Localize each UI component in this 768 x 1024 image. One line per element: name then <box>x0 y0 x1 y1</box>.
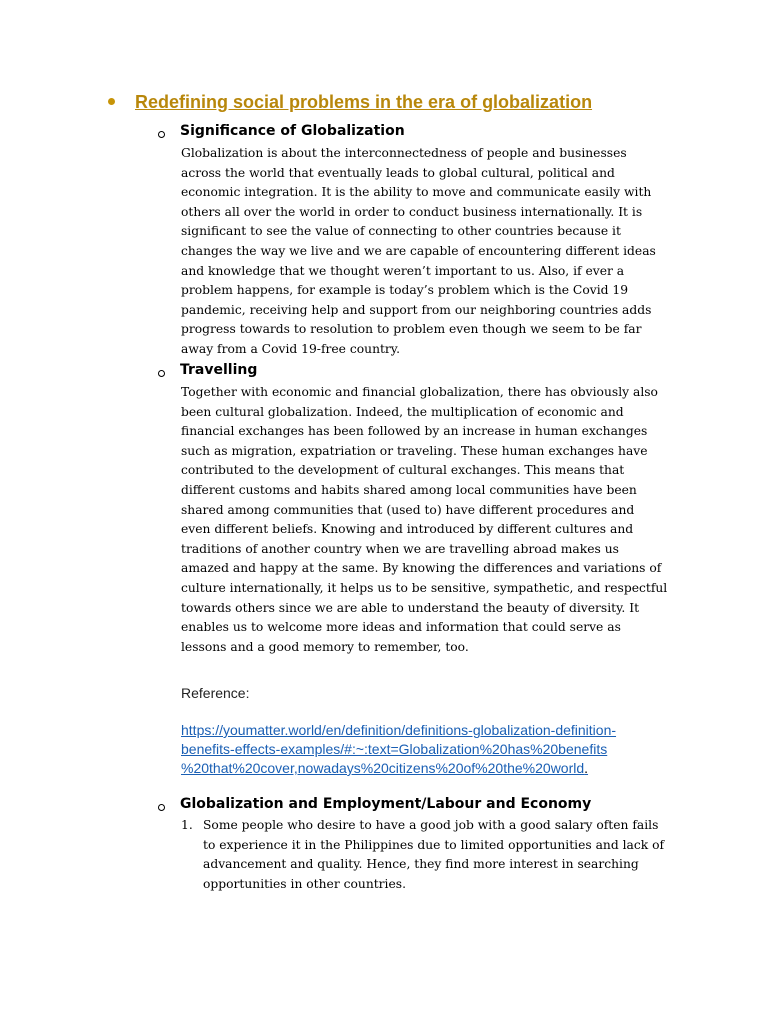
text-line: culture internationally, it helps us to be sensitive, sympathetic, and respectful <box>181 580 668 595</box>
text-line: amazed and happy at the same. By knowing the differences and variations of <box>181 561 662 576</box>
link-trailing-period: . <box>584 760 589 776</box>
bullet-dot-icon <box>108 98 115 105</box>
text-line: advancement and quality. Hence, they find more interest in searching <box>203 857 639 872</box>
text-line: pandemic, receiving help and support from our neighboring countries adds <box>181 302 652 317</box>
text-line: such as migration, expatriation or traveling. These human exchanges have <box>181 443 648 458</box>
text-line: been cultural globalization. Indeed, the multiplication of economic and <box>181 404 624 419</box>
text-line: Together with economic and financial globalization, there has obviously also <box>181 385 658 399</box>
text-line: to experience it in the Philippines due to limited opportunities and lack of <box>203 837 665 852</box>
text-line: away from a Covid 19-free country. <box>181 341 401 356</box>
link-line[interactable]: https://youmatter.world/en/definition/definitions-globalization-definition- <box>181 722 617 738</box>
text-line: progress towards to resolution to problem even though we seem to be far <box>181 322 642 337</box>
reference-link[interactable] <box>181 721 661 778</box>
hollow-bullet-icon <box>158 370 165 377</box>
section-heading: Significance of Globalization <box>180 123 405 139</box>
link-line[interactable]: benefits-effects-examples/#:~:text=Globalization%20has%20benefits <box>181 741 608 757</box>
text-line: different customs and habits shared among local communities have been <box>181 482 637 497</box>
text-line: traditions of another country when we are travelling abroad makes us <box>181 541 619 556</box>
text-line: Some people who desire to have a good job with a good salary often fails <box>203 818 659 832</box>
reference-label: Reference: <box>181 685 250 701</box>
section-heading: Globalization and Employment/Labour and Economy <box>180 796 592 812</box>
hollow-bullet-icon <box>158 804 165 811</box>
text-line: changes the way we live and we are capable of encountering different ideas <box>181 243 656 258</box>
text-line: opportunities in other countries. <box>203 876 406 891</box>
text-line: even different beliefs. Knowing and introduced by different cultures and <box>181 522 634 537</box>
text-line: shared among communities that (used to) have different procedures and <box>181 502 635 517</box>
text-line: towards others since we are able to understand the beauty of diversity. It <box>181 600 640 615</box>
text-line: and knowledge that we thought weren’t important to us. Also, if ever a <box>181 263 625 278</box>
hollow-bullet-icon <box>158 131 165 138</box>
text-line: lessons and a good memory to remember, too. <box>181 639 469 654</box>
text-line: problem happens, for example is today’s problem which is the Covid 19 <box>181 283 629 298</box>
text-line: Globalization is about the interconnectedness of people and businesses <box>181 146 627 160</box>
text-line: contributed to the development of cultural exchanges. This means that <box>181 463 625 478</box>
text-line: economic integration. It is the ability to move and communicate easily with <box>181 185 652 200</box>
section-heading: Travelling <box>180 362 258 378</box>
text-line: enables us to welcome more ideas and information that could serve as <box>181 620 621 635</box>
list-number: 1. <box>181 818 193 832</box>
main-bullet <box>108 92 738 113</box>
text-line: significant to see the value of connecting to other countries because it <box>181 224 621 239</box>
text-line: across the world that eventually leads to global cultural, political and <box>181 165 615 180</box>
text-line: others all over the world in order to conduct business internationally. It is <box>181 204 643 219</box>
main-heading: Redefining social problems in the era of globalization <box>135 92 593 112</box>
link-line[interactable]: %20that%20cover,nowadays%20citizens%20of%20the%20world <box>181 760 585 776</box>
text-line: financial exchanges has been followed by an increase in human exchanges <box>181 424 648 439</box>
paragraph-significance <box>181 144 687 360</box>
paragraph-travelling <box>181 383 687 657</box>
list-item <box>203 816 683 894</box>
